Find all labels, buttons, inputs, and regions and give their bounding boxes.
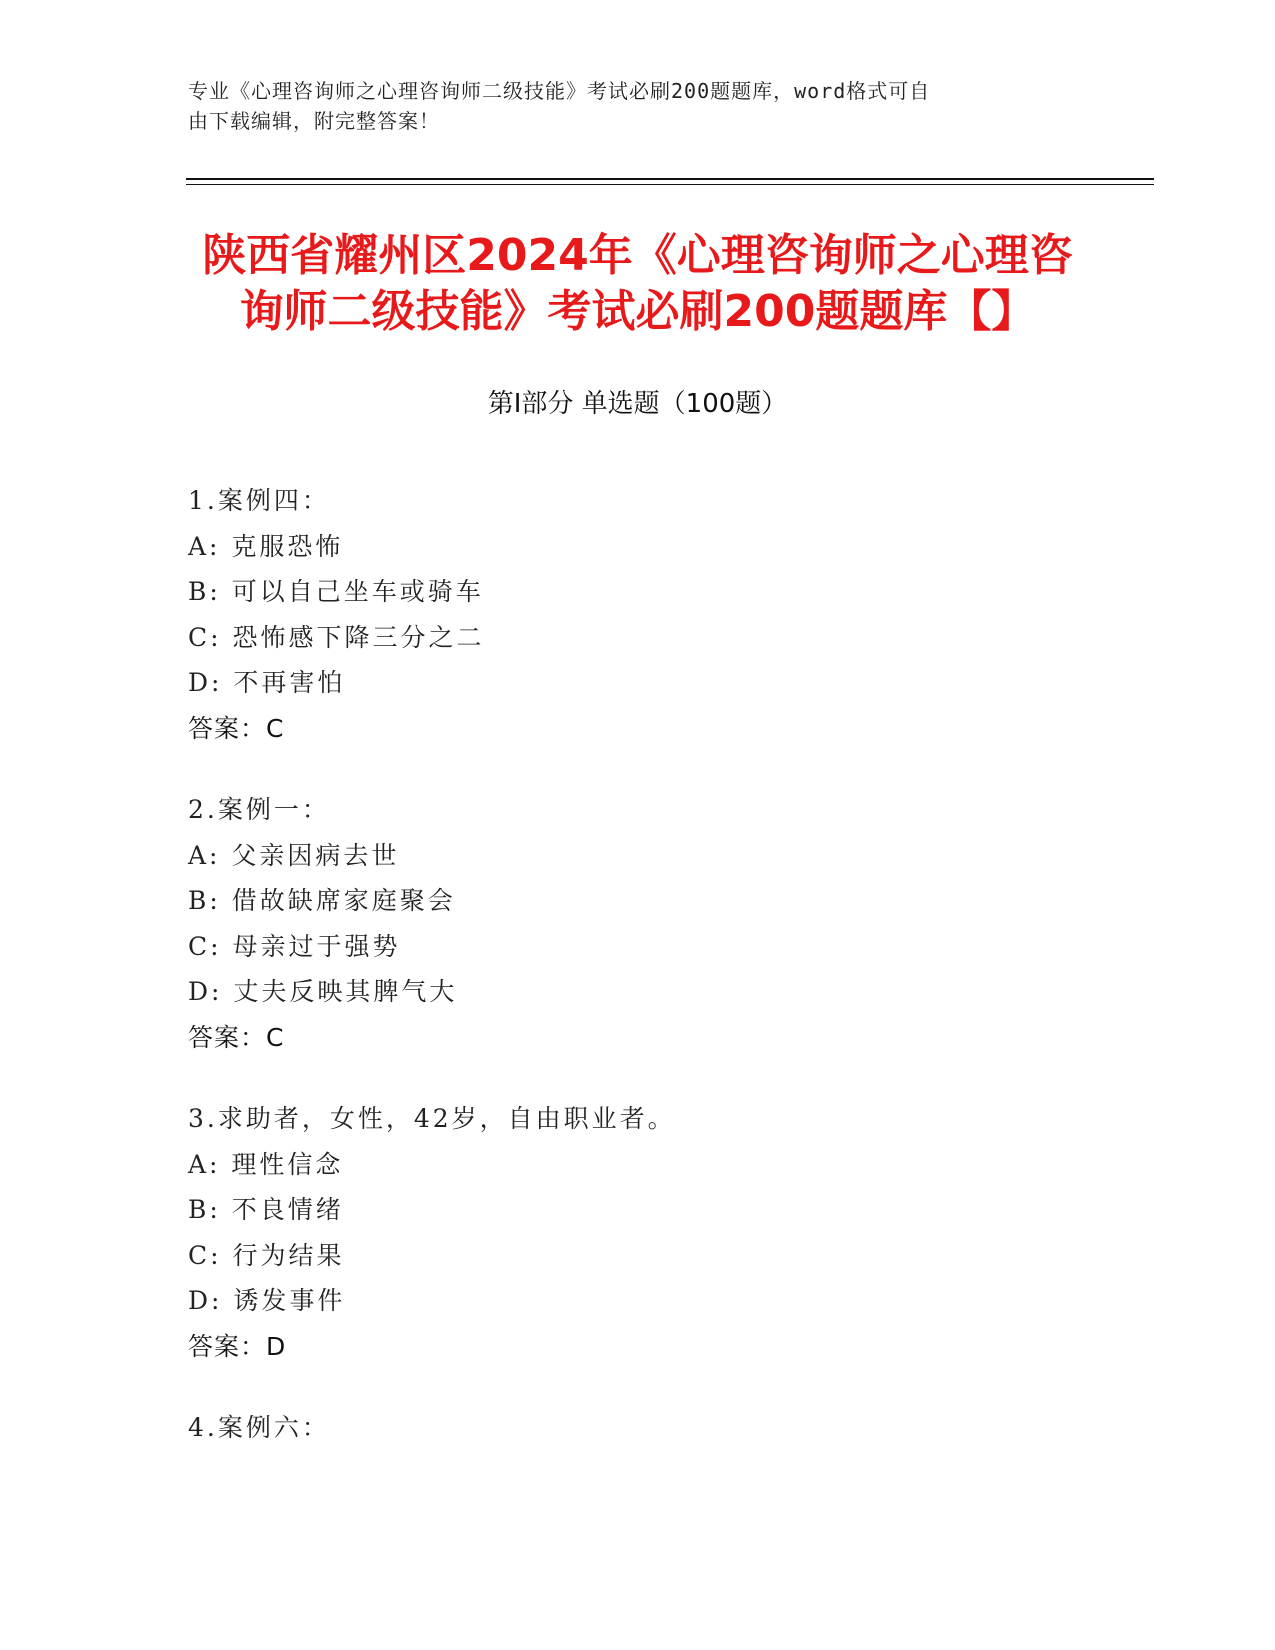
header-note-line-1: 专业《心理咨询师之心理咨询师二级技能》考试必刷200题题库，word格式可自: [188, 79, 931, 103]
question-stem: 2.案例一：: [188, 795, 330, 824]
question-list: [188, 478, 1088, 1487]
option-a: A: 理性信念: [188, 1149, 344, 1179]
option-b: B: 不良情绪: [188, 1195, 344, 1224]
option-b: B: 可以自己坐车或骑车: [188, 577, 484, 606]
option-a: A: 克服恐怖: [188, 531, 344, 561]
section-heading: 第Ⅰ部分 单选题（100题）: [487, 389, 788, 419]
option-b: B: 借故缺席家庭聚会: [188, 886, 456, 915]
option-c: C: 母亲过于强势: [188, 931, 401, 961]
option-a: A: 父亲因病去世: [188, 840, 400, 870]
question-stem: 4.案例六：: [188, 1413, 330, 1442]
question-4: [188, 1405, 1088, 1451]
question-3: [188, 1096, 1088, 1369]
document-title-line-1: 陕西省耀州区2024年《心理咨询师之心理咨: [202, 230, 1073, 281]
option-c: C: 行为结果: [188, 1240, 345, 1270]
header-note-line-2: 由下载编辑，附完整答案！: [188, 109, 440, 133]
answer: 答案：D: [188, 1331, 287, 1361]
header-rule-thick: [186, 178, 1154, 180]
option-d: D: 不再害怕: [188, 668, 346, 697]
answer: 答案：C: [188, 1022, 285, 1052]
question-stem: 3.求助者，女性，42岁，自由职业者。: [188, 1104, 676, 1133]
header-rule-thin: [186, 184, 1154, 185]
question-1: [188, 478, 1088, 751]
option-d: D: 丈夫反映其脾气大: [188, 977, 458, 1006]
question-2: [188, 787, 1088, 1060]
header-note: [188, 76, 1068, 136]
document-title-line-2: 询师二级技能》考试必刷200题题库【】: [239, 286, 1036, 337]
question-stem: 1.案例四：: [188, 486, 330, 515]
answer: 答案：C: [188, 713, 285, 743]
option-c: C: 恐怖感下降三分之二: [188, 622, 485, 652]
document-title: [160, 228, 1115, 340]
option-d: D: 诱发事件: [188, 1286, 346, 1315]
